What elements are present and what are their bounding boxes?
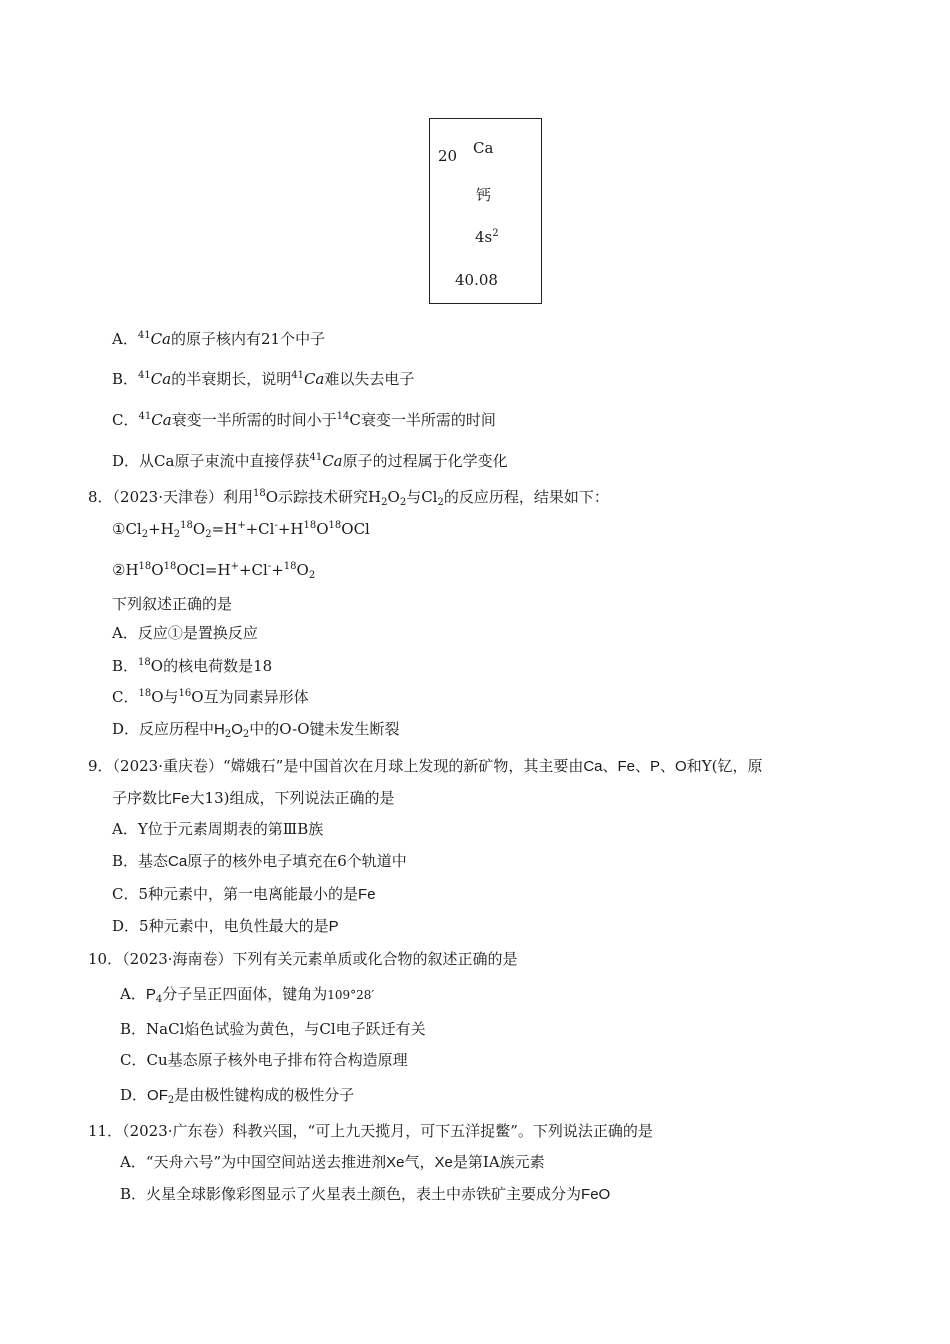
isotope-mass: 18 — [138, 657, 151, 668]
subscript: 2 — [399, 497, 407, 508]
option-text: 是由极性键构成的极性分子 — [174, 1086, 355, 1104]
element-symbol: Fe — [358, 886, 376, 903]
element-chinese-name: 钙 — [476, 186, 492, 204]
element-symbol: Ca — [150, 370, 172, 388]
q7-option-a — [112, 326, 325, 349]
q11-option-b — [120, 1184, 610, 1205]
q10-stem — [88, 949, 518, 969]
q10-option-d — [120, 1085, 354, 1111]
q10-option-b: B．NaCl焰色试验为黄色，与Cl电子跃迁有关 — [120, 1020, 426, 1038]
option-text: 是第ⅠA族元素 — [452, 1153, 545, 1171]
element-symbol: Fe — [172, 790, 190, 807]
element-symbol: Xe — [434, 1154, 453, 1171]
option-text: 衰变一半所需的时间小于 — [171, 411, 337, 429]
formula-part: P — [145, 986, 156, 1003]
option-text: 的原子核内有21个中子 — [171, 330, 326, 348]
isotope-mass: 16 — [178, 688, 192, 699]
superscript: + — [237, 520, 246, 531]
option-label: D． — [112, 452, 140, 470]
option-text: C．5种元素中，第一电离能最小的是 — [112, 885, 359, 903]
subscript: 2 — [242, 729, 250, 740]
formula-part: O — [231, 721, 243, 738]
element-symbol: Ca — [322, 452, 343, 470]
q7-option-b — [112, 366, 414, 389]
q8-reaction-2 — [112, 557, 315, 586]
stem-text: 大13)组成，下列说法正确的是 — [189, 789, 395, 807]
mass-number: 41 — [138, 411, 152, 422]
superscript: + — [230, 561, 239, 572]
option-text: 的半衰期长，说明 — [171, 370, 292, 388]
mass-number: 41 — [138, 370, 151, 381]
formula-part: O — [316, 520, 329, 538]
option-text: 从Ca原子束流中直接俘获 — [139, 452, 310, 470]
element-symbol: Ca — [151, 411, 172, 429]
mass-number: 41 — [291, 370, 304, 381]
calcium-element-card — [429, 118, 542, 304]
config-base: 4s — [475, 228, 493, 246]
superscript: 18 — [303, 520, 317, 531]
superscript: - — [274, 520, 278, 531]
isotope-mass: 18 — [138, 688, 152, 699]
formula-part: + — [271, 561, 284, 579]
option-label: D． — [120, 1086, 148, 1104]
option-text: 分子呈正四面体，键角为 — [162, 985, 328, 1003]
option-text: O与 — [151, 688, 179, 706]
mass-number: 41 — [137, 330, 151, 341]
stem-text: O示踪技术研究H — [265, 488, 382, 506]
atomic-mass: 40.08 — [455, 271, 498, 289]
q11-stem — [88, 1121, 653, 1141]
q9-option-d — [112, 916, 339, 937]
option-text: D．反应历程中 — [112, 720, 215, 738]
q7-option-d — [112, 448, 508, 471]
formula-part: FeO — [581, 1186, 611, 1203]
stem-text: （2023·海南卷）下列有关元素单质或化合物的叙述正确的是 — [122, 950, 518, 968]
q8-option-b — [112, 653, 272, 676]
option-label: C． — [112, 688, 139, 706]
config-exp: 2 — [492, 228, 499, 239]
question-number: 8． — [88, 488, 113, 506]
q9-stem-line1 — [88, 756, 762, 777]
stem-text: 与Cl — [406, 488, 438, 506]
option-text: A．“天舟六号”为中国空间站送去推进剂 — [120, 1153, 387, 1171]
subscript: 2 — [173, 529, 181, 540]
q9-option-a: A．Y位于元素周期表的第ⅢB族 — [112, 820, 324, 838]
reaction-mark: ② — [112, 561, 126, 579]
formula-part: H — [214, 721, 225, 738]
option-text: O互为同素异形体 — [191, 688, 309, 706]
subscript: 2 — [224, 729, 232, 740]
stem-text: 的反应历程，结果如下： — [443, 488, 609, 506]
option-label: B． — [112, 657, 139, 675]
stem-text: （2023·广东卷）科教兴国，“可上九天揽月，可下五洋捉鳖”。下列说法正确的是 — [122, 1122, 653, 1140]
stem-text: （2023·天津卷）利用 — [112, 488, 253, 506]
question-number: 10． — [88, 950, 123, 968]
electron-config — [475, 228, 499, 246]
element-symbol: C — [349, 411, 361, 429]
q10-option-a — [120, 984, 374, 1010]
formula-part: OCl — [341, 520, 370, 538]
element-list: Ca、Fe、P、O — [583, 758, 687, 775]
q7-option-c — [112, 407, 496, 430]
superscript: 18 — [138, 561, 152, 572]
option-text: O的核电荷数是18 — [150, 657, 273, 675]
q11-option-a — [120, 1152, 545, 1173]
formula-part: O — [296, 561, 309, 579]
element-symbol: Ca — [168, 853, 188, 870]
mass-number: 14 — [336, 411, 350, 422]
question-number: 11． — [88, 1122, 123, 1140]
option-text: 衰变一半所需的时间 — [360, 411, 496, 429]
superscript: 18 — [180, 520, 193, 531]
option-text: 难以失去电子 — [324, 370, 415, 388]
element-symbol: Ca — [303, 370, 325, 388]
q8-option-c — [112, 684, 309, 707]
formula-part: +Cl — [245, 520, 275, 538]
element-symbol: Ca — [473, 139, 494, 157]
subscript: 4 — [155, 994, 163, 1005]
q8-reaction-1 — [112, 516, 370, 545]
option-text: 中的O-O键未发生断裂 — [249, 720, 400, 738]
formula-part: OF — [147, 1087, 168, 1104]
subscript: 2 — [437, 497, 444, 508]
superscript: 18 — [163, 561, 177, 572]
q10-option-c: C．Cu基态原子核外电子排布符合构造原理 — [120, 1051, 408, 1069]
q9-option-b — [112, 851, 407, 872]
option-label: A． — [120, 985, 146, 1003]
q8-stem — [88, 484, 609, 513]
stem-text: 和Y(钇，原 — [686, 757, 763, 775]
isotope-mass: 18 — [253, 488, 266, 499]
element-symbol: Xe — [386, 1154, 405, 1171]
stem-text: （2023·重庆卷）“嫦娥石”是中国首次在月球上发现的新矿物，其主要由 — [112, 757, 584, 775]
option-label: C． — [112, 411, 139, 429]
subscript: 2 — [205, 529, 212, 540]
element-symbol: Ca — [150, 330, 171, 348]
formula-part: O — [192, 520, 206, 538]
mass-number: 41 — [309, 452, 323, 463]
superscript: 18 — [283, 561, 297, 572]
subscript: 2 — [308, 570, 316, 581]
element-symbol: P — [328, 918, 339, 935]
option-text: 气， — [404, 1153, 435, 1171]
q8-option-a: A．反应①是置换反应 — [112, 624, 258, 642]
option-text: B．火星全球影像彩图显示了火星表土颜色，表土中赤铁矿主要成分为 — [120, 1185, 582, 1203]
subscript: 2 — [167, 1095, 175, 1106]
q9-stem-line2 — [112, 788, 394, 809]
superscript: 18 — [328, 520, 342, 531]
option-label: B． — [112, 370, 139, 388]
subscript: 2 — [141, 529, 149, 540]
option-text: 原子的核外电子填充在6个轨道中 — [187, 852, 407, 870]
superscript: - — [267, 561, 272, 572]
question-number: 9． — [88, 757, 113, 775]
formula-part: O — [151, 561, 164, 579]
formula-part: OCl=H — [176, 561, 231, 579]
stem-text: O — [387, 488, 400, 506]
q9-option-c — [112, 884, 376, 905]
option-text: D．5种元素中，电负性最大的是 — [112, 917, 329, 935]
formula-part: =H — [211, 520, 238, 538]
subscript: 2 — [381, 497, 388, 508]
formula-part: Cl — [125, 520, 142, 538]
bond-angle: 109°28′ — [327, 988, 375, 1002]
stem-text: 子序数比 — [112, 789, 173, 807]
formula-part: +H — [277, 520, 304, 538]
q8-ask: 下列叙述正确的是 — [112, 595, 233, 613]
option-text: 原子的过程属于化学变化 — [342, 452, 508, 470]
formula-part: H — [125, 561, 139, 579]
reaction-mark: ① — [112, 520, 126, 538]
atomic-number: 20 — [438, 147, 458, 165]
formula-part: +H — [148, 520, 174, 538]
option-label: A． — [112, 330, 138, 348]
option-text: B．基态 — [112, 852, 169, 870]
q8-option-d — [112, 719, 400, 745]
formula-part: +Cl — [238, 561, 268, 579]
